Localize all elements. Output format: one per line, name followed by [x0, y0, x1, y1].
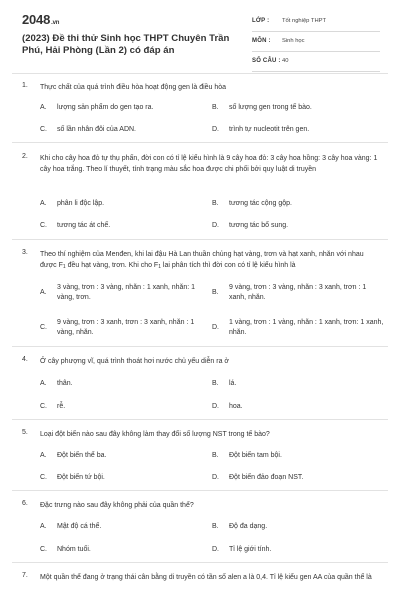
- question-divider: [12, 346, 388, 347]
- option-text: trình tự nucleotit trên gen.: [229, 126, 310, 133]
- option-letter: A.: [40, 200, 47, 207]
- exam-meta: [252, 14, 380, 74]
- option-text: Nhóm tuổi.: [57, 546, 91, 553]
- option-text: 3 vàng, trơn : 3 vàng, nhăn : 1 xanh, nhăn: 1 vàng, trơn.: [57, 284, 196, 301]
- option-text: Tỉ lệ giới tính.: [229, 546, 272, 553]
- question-text: Theo thí nghiệm của Menđen, khi lai đậu Hà Lan thuần chủng hạt vàng, trơn và hạt xanh, nhăn với nhau được $F_1$ đều hạt vàng, trơn. Khi cho $F_1$ lai phân tích thì đời con có tỉ lệ kiểu hình là: [40, 251, 364, 270]
- option-letter: C.: [40, 324, 47, 331]
- meta-key: LỚP :: [252, 18, 270, 24]
- page-title: (2023) Đề thi thử Sinh học THPT Chuyên Trần Phú, Hải Phòng (Lần 2) có đáp án: [22, 33, 230, 56]
- option-text: tương tác cộng gộp.: [229, 200, 292, 207]
- brand-logo[interactable]: [22, 12, 59, 27]
- question-divider: [12, 142, 388, 143]
- option-letter: C.: [40, 474, 47, 481]
- meta-row-subject: [252, 34, 380, 52]
- option-text: tương tác bổ sung.: [229, 222, 289, 229]
- question-number: 3.: [22, 249, 28, 256]
- question-number: 6.: [22, 500, 28, 507]
- option-text: phân li độc lập.: [57, 200, 105, 207]
- option-letter: C.: [40, 126, 47, 133]
- question-text: Khi cho cây hoa đỏ tự thụ phấn, đời con có tỉ lệ kiểu hình là 9 cây hoa đỏ: 3 cây hoa hồng: 3 cây hoa vàng: 1 cây hoa trắng. Theo lí thuyết, tính trạng màu sắc hoa được chi phối bởi quy luật di truyền: [40, 155, 378, 173]
- question-text: Thực chất của quá trình điều hòa hoạt động gen là điều hòa: [40, 84, 227, 91]
- question-divider: [12, 490, 388, 491]
- option-letter: B.: [212, 289, 219, 296]
- option-letter: C.: [40, 546, 47, 553]
- option-text: rễ.: [57, 403, 66, 410]
- option-text: lượng sản phẩm do gen tạo ra.: [57, 104, 154, 111]
- option-letter: B.: [212, 200, 219, 207]
- option-letter: A.: [40, 452, 47, 459]
- option-letter: B.: [212, 452, 219, 459]
- question-text: Loại đột biến nào sau đây không làm thay đổi số lượng NST trong tế bào?: [40, 431, 270, 438]
- option-letter: C.: [40, 222, 47, 229]
- option-letter: D.: [212, 546, 219, 553]
- option-text: Đột biến tam bội.: [229, 452, 282, 459]
- question-divider: [12, 562, 388, 563]
- option-text: lá.: [229, 380, 237, 387]
- meta-value: Tốt nghiệp THPT: [282, 18, 327, 24]
- option-text: số lượng gen trong tế bào.: [229, 104, 312, 111]
- option-text: tương tác át chế.: [57, 222, 111, 229]
- option-letter: B.: [212, 380, 219, 387]
- option-letter: D.: [212, 222, 219, 229]
- option-letter: B.: [212, 523, 219, 530]
- option-text: Đột biến thể ba.: [57, 452, 107, 459]
- option-letter: D.: [212, 126, 219, 133]
- question-divider: [12, 419, 388, 420]
- question-number: 2.: [22, 153, 28, 160]
- question-number: 1.: [22, 82, 28, 89]
- meta-row-class: [252, 14, 380, 32]
- question-number: 7.: [22, 572, 28, 579]
- option-letter: D.: [212, 324, 219, 331]
- option-text: 9 vàng, trơn : 3 xanh, trơn : 3 xanh, nhăn : 1 vàng, nhăn.: [57, 319, 195, 336]
- question-number: 4.: [22, 356, 28, 363]
- option-letter: C.: [40, 403, 47, 410]
- option-letter: A.: [40, 289, 47, 296]
- option-text: 9 vàng, trơn : 3 vàng, nhăn : 3 xanh, trơn : 1 xanh, nhăn.: [229, 284, 367, 301]
- meta-row-count: [252, 54, 380, 72]
- option-text: thân.: [57, 380, 73, 387]
- option-text: Độ đa dạng.: [229, 523, 268, 530]
- meta-key: SỐ CÂU :: [252, 58, 281, 64]
- option-letter: A.: [40, 104, 47, 111]
- option-text: Đột biến tứ bội.: [57, 474, 105, 481]
- meta-value: Sinh học: [282, 38, 305, 44]
- meta-key: MÔN :: [252, 38, 271, 44]
- option-letter: D.: [212, 474, 219, 481]
- option-letter: D.: [212, 403, 219, 410]
- option-letter: B.: [212, 104, 219, 111]
- header: [0, 0, 400, 70]
- option-text: 1 vàng, trơn : 1 vàng, nhăn : 1 xanh, trơn: 1 xanh, nhăn.: [229, 319, 384, 336]
- option-text: Mật độ cá thể.: [57, 523, 102, 530]
- question-divider: [12, 239, 388, 240]
- option-text: Đột biến đảo đoạn NST.: [229, 474, 304, 481]
- option-text: hoa.: [229, 403, 243, 410]
- header-divider: [12, 73, 388, 74]
- option-text: số lần nhân đôi của ADN.: [57, 126, 136, 133]
- question-text: Đặc trưng nào sau đây không phải của quần thể?: [40, 502, 194, 509]
- question-text: Ở cây phượng vĩ, quá trình thoát hơi nước chủ yếu diễn ra ở: [40, 358, 229, 365]
- option-letter: A.: [40, 523, 47, 530]
- question-text: Một quần thể đang ở trạng thái cân bằng di truyền có tần số alen a là 0,4. Tỉ lệ kiểu gen AA của quần thể là: [40, 574, 372, 581]
- brand-suffix: .vn: [51, 20, 60, 26]
- brand-number: 2048: [22, 12, 51, 27]
- option-letter: A.: [40, 380, 47, 387]
- question-number: 5.: [22, 429, 28, 436]
- meta-value: 40: [282, 58, 289, 64]
